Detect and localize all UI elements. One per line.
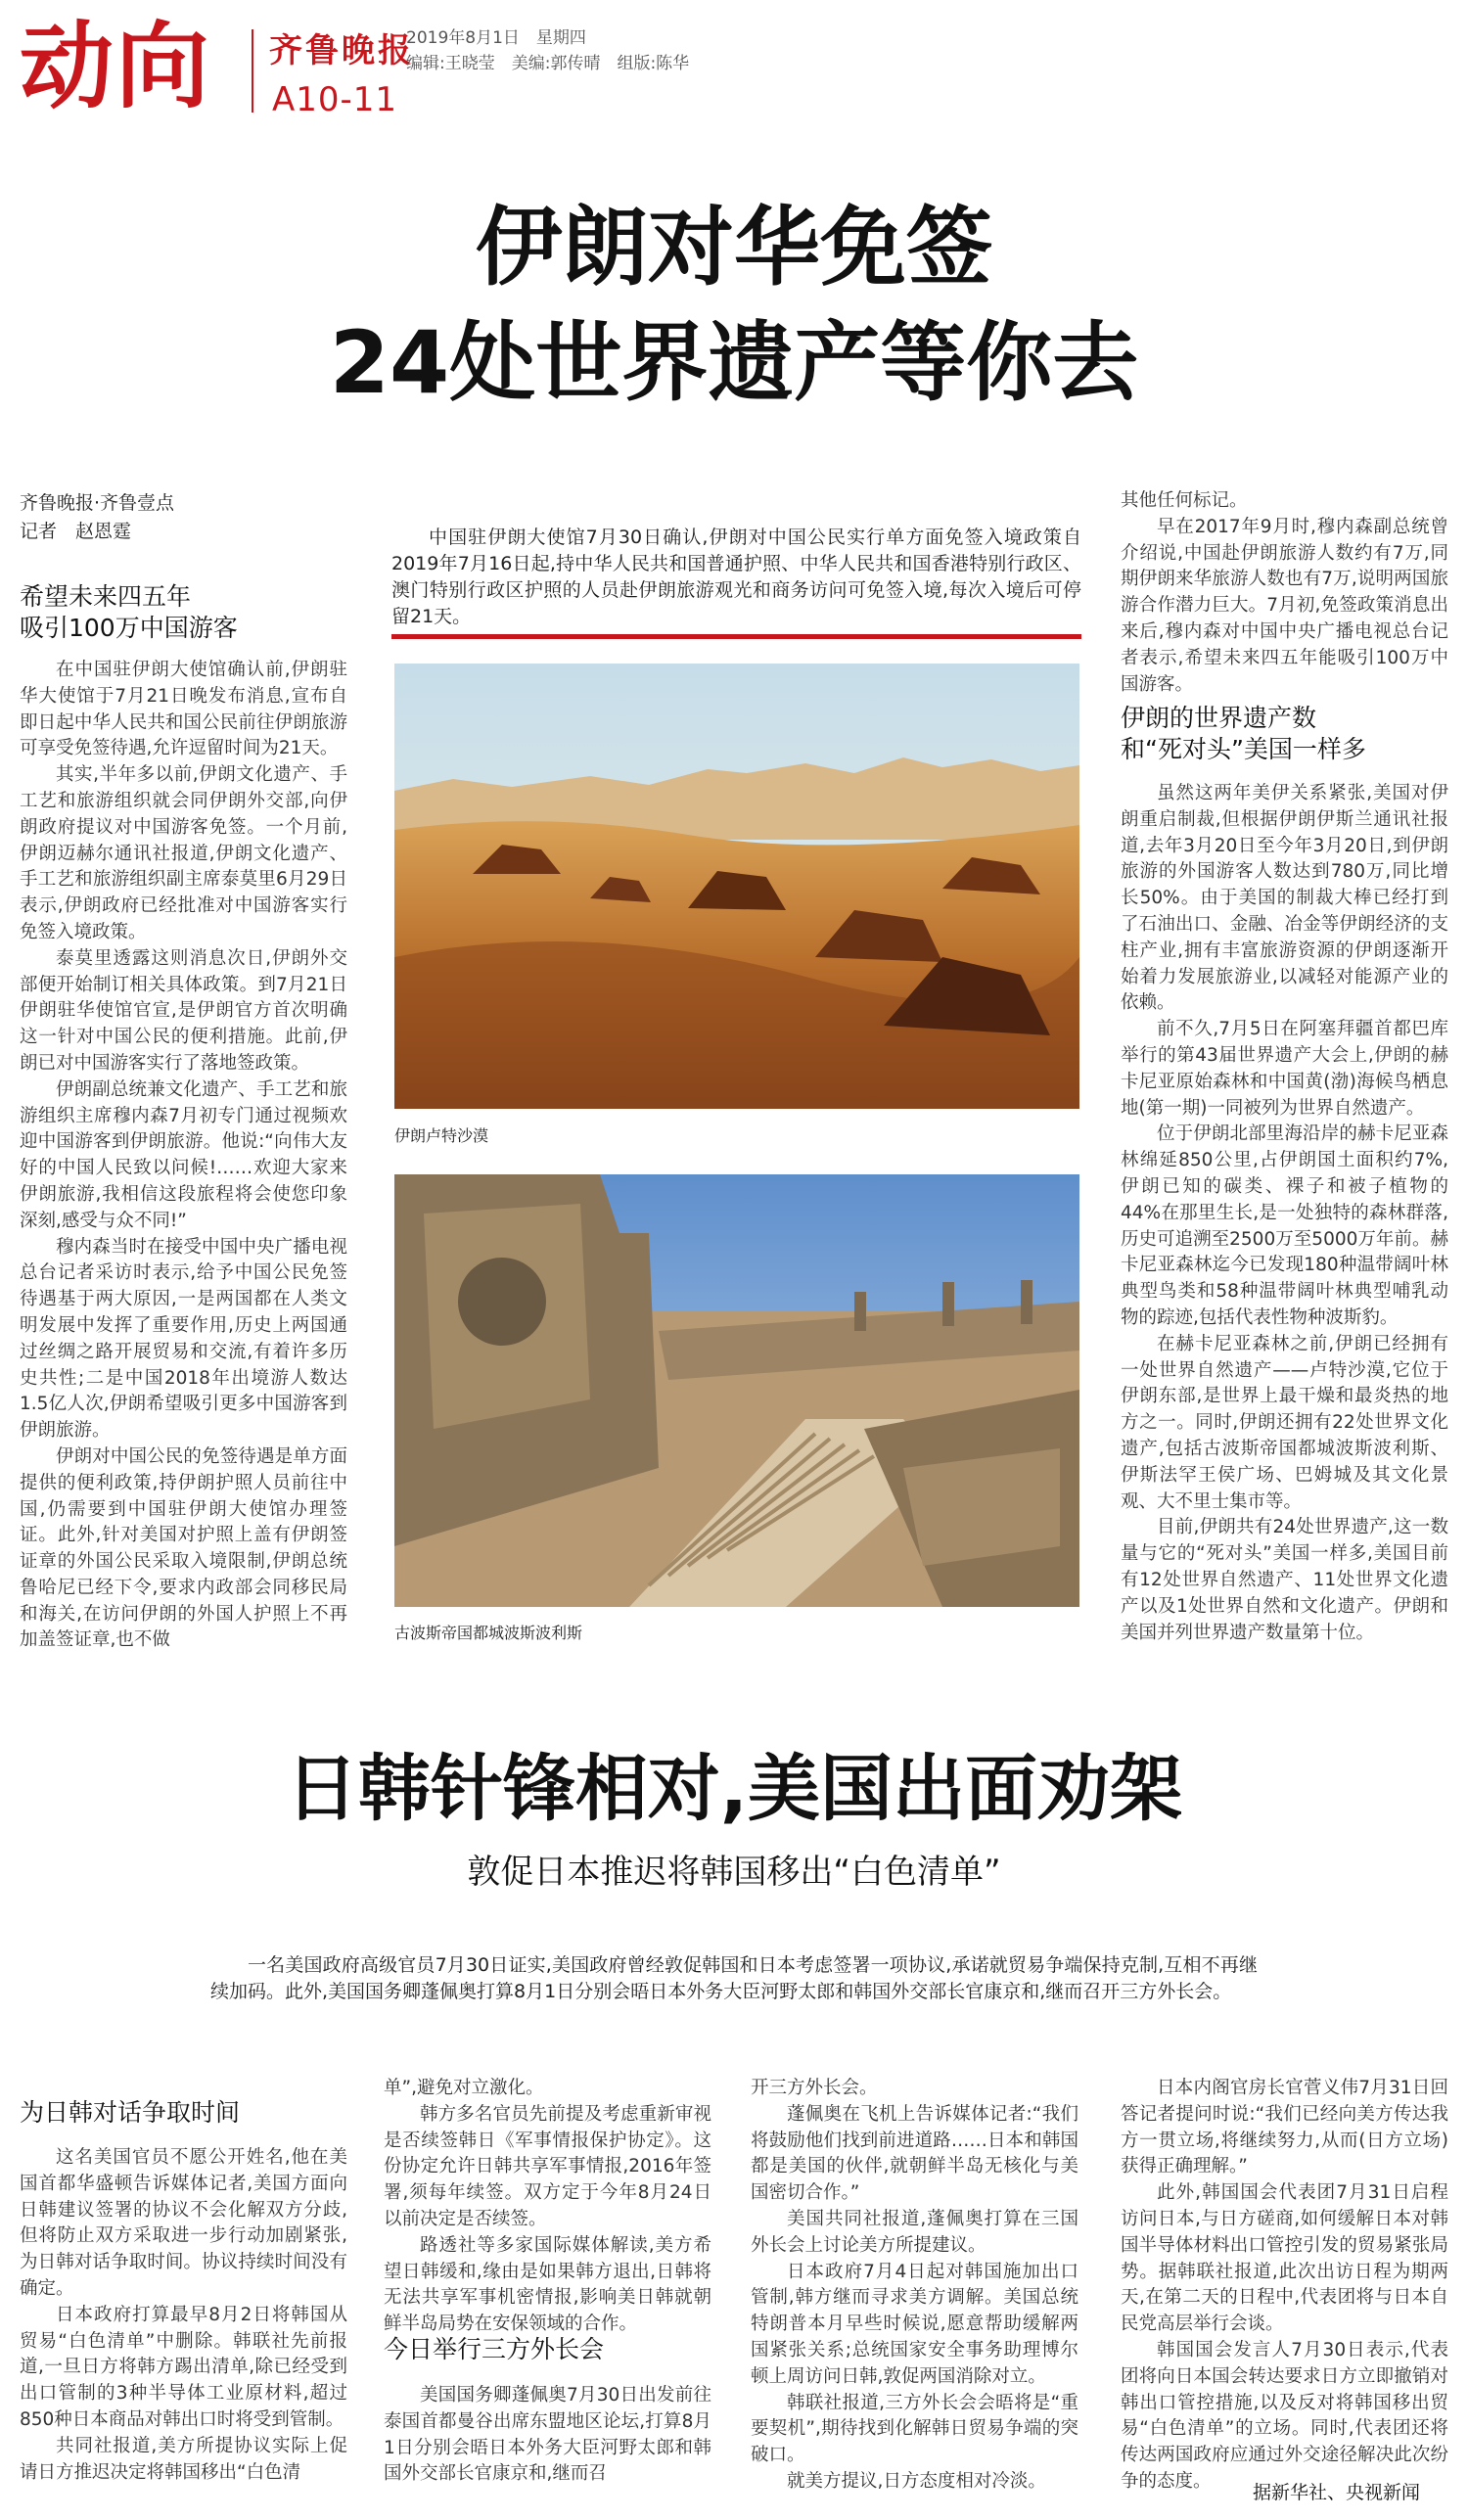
article1-column3-bottom — [1121, 781, 1448, 1662]
article1-column3-top — [1121, 488, 1448, 698]
paragraph: 泰莫里透露这则消息次日,伊朗外交部便开始制订相关具体政策。到7月21日伊朗驻华使馆官宣,是伊朗官方首次明确这一针对中国公民的便利措施。此前,伊朗已对中国游客实行了落地签政策。 — [20, 947, 347, 1074]
paragraph: 路透社等多家国际媒体解读,美方希望日韩缓和,缘由是如果韩方退出,日韩将无法共享军事机密情报,影响美日韩就朝鲜半岛局势在安保领域的合作。 — [384, 2234, 711, 2335]
paragraph: 穆内森当时在接受中国中央广播电视总台记者采访时表示,给予中国公民免签待遇基于两大原因,一是两国都在人类文明发展中发挥了重要作用,历史上两国通过丝绸之路开展贸易和交流,有着许多历史共性;二是中国2018年出境游人数达1.5亿人次,伊朗希望吸引更多中国游客到伊朗旅游。 — [20, 1236, 347, 1442]
paragraph: 单”,避免对立激化。 — [384, 2078, 544, 2098]
paragraph: 其他任何标记。 — [1121, 490, 1248, 511]
photo2-caption: 古波斯帝国都城波斯波利斯 — [394, 1624, 583, 1642]
headline-japan-korea: 日韩针锋相对,美国出面劝架 — [285, 1747, 1183, 1831]
article2-column2-bottom — [384, 2383, 711, 2510]
subhead-trilateral: 今日举行三方外长会 — [384, 2335, 605, 2363]
article2-column3 — [751, 2076, 1078, 2506]
page-number: A10-11 — [272, 80, 398, 119]
date-line: 2019年8月1日 星期四 — [406, 28, 586, 48]
photo-persepolis — [394, 1174, 1079, 1607]
article2-column1 — [20, 2145, 347, 2507]
subhead-dialogue: 为日韩对话争取时间 — [20, 2098, 241, 2127]
paragraph: 开三方外长会。 — [751, 2078, 878, 2098]
paragraph: 韩方多名官员先前提及考虑重新审视是否续签韩日《军事情报保护协定》。这份协定允许日韩共享军事情报,2016年签署,须每年续签。双方定于今年8月24日以前决定是否续签。 — [384, 2103, 711, 2229]
persepolis-illustration — [394, 1174, 1079, 1607]
paragraph: 共同社报道,美方所提协议实际上促请日方推迟决定将韩国移出“白色清 — [20, 2435, 347, 2483]
newspaper-logo: 齐鲁晚报 — [269, 31, 414, 70]
paragraph: 这名美国官员不愿公开姓名,他在美国首都华盛顿告诉媒体记者,美国方面向日韩建议签署的协议不会化解双方分歧,但将防止双方采取进一步行动加剧紧张,为日韩对话争取时间。协议持续时间没有确定。 — [20, 2147, 347, 2299]
paragraph: 蓬佩奥在飞机上告诉媒体记者:“我们将鼓励他们找到前进道路……日本和韩国都是美国的伙伴,就朝鲜半岛无核化与美国密切合作。” — [751, 2103, 1078, 2204]
paragraph: 韩联社报道,三方外长会会晤将是“重要契机”,期待找到化解韩日贸易争端的突破口。 — [751, 2392, 1078, 2466]
article1-lead: 中国驻伊朗大使馆7月30日确认,伊朗对中国公民实行单方面免签入境政策自2019年7月16日起,持中华人民共和国普通护照、中华人民共和国香港特别行政区、澳门特别行政区护照的人员赴伊朗旅游观光和商务访问可免签入境,每次入境后可停留21天。 — [391, 527, 1081, 627]
subhead-heritage: 伊朗的世界遗产数 — [1121, 704, 1317, 732]
byline-reporter: 记者 赵恩霆 — [20, 521, 132, 542]
paragraph: 美国国务卿蓬佩奥7月30日出发前往泰国首都曼谷出席东盟地区论坛,打算8月1日分别会晤日本外务大臣河野太郎和韩国外交部长官康京和,继而召 — [384, 2385, 711, 2485]
article1-column1 — [20, 658, 347, 1666]
paragraph: 此外,韩国国会代表团7月31日启程访问日本,与日方磋商,如何缓解日本对韩国半导体材料出口管控引发的贸易紧张局势。据韩联社报道,此次出访日程为期两天,在第二天的日程中,代表团将与日本自民党高层举行会谈。 — [1121, 2182, 1448, 2335]
staff-line: 编辑:王晓莹 美编:郭传晴 组版:陈华 — [406, 54, 690, 73]
headline-line2: 24处世界遗产等你去 — [329, 312, 1139, 413]
paragraph: 早在2017年9月时,穆内森副总统曾介绍说,中国赴伊朗旅游人数约有7万,同期伊朗来华旅游人数也有7万,说明两国旅游合作潜力巨大。7月初,免签政策消息出来后,穆内森对中国中央广播电视总台记者表示,希望未来四五年能吸引100万中国游客。 — [1121, 516, 1448, 695]
photo1-caption: 伊朗卢特沙漠 — [394, 1126, 489, 1145]
article2-lead: 一名美国政府高级官员7月30日证实,美国政府曾经敦促韩国和日本考虑签署一项协议,承诺就贸易争端保持克制,互相不再继续加码。此外,美国国务卿蓬佩奥打算8月1日分别会晤日本外务大臣河野太郎和韩国外交部长官康京和,继而召开三方外长会。 — [210, 1954, 1258, 2002]
paragraph: 日本政府打算最早8月2日将韩国从贸易“白色清单”中删除。韩联社先前报道,一旦日方将韩方踢出清单,除已经受到出口管制的3种半导体工业原材料,超过850种日本商品对韩出口时将受到管制。 — [20, 2304, 347, 2430]
paragraph: 前不久,7月5日在阿塞拜疆首都巴库举行的第43届世界遗产大会上,伊朗的赫卡尼亚原始森林和中国黄(渤)海候鸟栖息地(第一期)一同被列为世界自然遗产。 — [1121, 1019, 1448, 1119]
article2-column4 — [1121, 2076, 1448, 2492]
paragraph: 在中国驻伊朗大使馆确认前,伊朗驻华大使馆于7月21日晚发布消息,宣布自即日起中华人民共和国公民前往伊朗旅游可享受免签待遇,允许逗留时间为21天。 — [20, 660, 347, 759]
paragraph: 在赫卡尼亚森林之前,伊朗已经拥有一处世界自然遗产——卢特沙漠,它位于伊朗东部,是世界上最干燥和最炎热的地方之一。同时,伊朗还拥有22处世界文化遗产,包括古波斯帝国都城波斯波利斯、伊斯法罕王侯广场、巴姆城及其文化景观、大不里士集市等。 — [1121, 1333, 1448, 1512]
paragraph: 伊朗副总统兼文化遗产、手工艺和旅游组织主席穆内森7月初专门通过视频欢迎中国游客到伊朗旅游。他说:“向伟大友好的中国人民致以问候!……欢迎大家来伊朗旅游,我相信这段旅程将会使您印象深刻,感受与众不同!” — [20, 1078, 347, 1231]
subhead-hope: 希望未来四五年 — [20, 582, 192, 611]
paragraph: 其实,半年多以前,伊朗文化遗产、手工艺和旅游组织就会同伊朗外交部,向伊朗政府提议对中国游客免签。一个月前,伊朗迈赫尔通讯社报道,伊朗文化遗产、手工艺和旅游组织副主席泰莫里6月29日表示,伊朗政府已经批准对中国游客实行免签入境政策。 — [20, 764, 347, 942]
paragraph: 美国共同社报道,蓬佩奥打算在三国外长会上讨论美方所提建议。 — [751, 2208, 1078, 2256]
paragraph: 位于伊朗北部里海沿岸的赫卡尼亚森林绵延850公里,占伊朗国土面积约7%,伊朗已知的碳类、裸子和被子植物的44%在那里生长,是一处独特的森林群落,历史可追溯至2500万至5000万年前。赫卡尼亚森林迄今已发现180种温带阔叶林典型鸟类和58种温带阔叶林典型哺乳动物的踪迹,包括代表性物种波斯豹。 — [1121, 1123, 1448, 1328]
red-rule — [391, 634, 1081, 639]
subhead-hope-2: 吸引100万中国游客 — [20, 614, 238, 642]
paragraph: 目前,伊朗共有24处世界遗产,这一数量与它的“死对头”美国一样多,美国目前有12处世界自然遗产、11处世界文化遗产以及1处世界自然和文化遗产。伊朗和美国并列世界遗产数量第十位。 — [1121, 1517, 1448, 1643]
subhead-heritage-2: 和“死对头”美国一样多 — [1121, 735, 1366, 763]
paragraph: 日本内阁官房长官菅义伟7月31日回答记者提问时说:“我们已经向美方传达我方一贯立场,将继续努力,从而(日方立场)获得正确理解。” — [1121, 2078, 1448, 2177]
paragraph: 伊朗对中国公民的免签待遇是单方面提供的便利政策,持伊朗护照人员前往中国,仍需要到中国驻伊朗大使馆办理签证。此外,针对美国对护照上盖有伊朗签证章的外国公民采取入境限制,伊朗总统鲁哈尼已经下令,要求内政部会同移民局和海关,在访问伊朗的外国人护照上不再加盖签证章,也不做 — [20, 1445, 347, 1651]
news-credit: 据新华社、央视新闻 — [1253, 2482, 1421, 2503]
desert-illustration — [394, 664, 1079, 1109]
paragraph: 就美方提议,日方态度相对冷淡。 — [787, 2470, 1046, 2492]
byline-source: 齐鲁晚报·齐鲁壹点 — [20, 492, 175, 514]
paragraph: 韩国国会发言人7月30日表示,代表团将向日本国会转达要求日方立即撤销对韩出口管控措施,以及反对将韩国移出贸易“白色清单”的立场。同时,代表团还将传达两国政府应通过外交途径解决此次纷争的态度。 — [1121, 2339, 1448, 2492]
paragraph: 虽然这两年美伊关系紧张,美国对伊朗重启制裁,但根据伊朗伊斯兰通讯社报道,去年3月20日至今年3月20日,到伊朗旅游的外国游客人数达到780万,同比增长50%。由于美国的制裁大棒已经打到了石油出口、金融、冶金等伊朗经济的支柱产业,拥有丰富旅游资源的伊朗逐渐开始着力发展旅游业,以减轻对能源产业的依赖。 — [1121, 783, 1448, 1014]
photo-lut-desert — [394, 664, 1079, 1109]
masthead-divider — [252, 29, 253, 113]
article2-column2-top — [384, 2076, 711, 2338]
subheadline-white-list: 敦促日本推迟将韩国移出“白色清单” — [467, 1853, 1001, 1892]
paragraph: 日本政府7月4日起对韩国施加出口管制,韩方继而寻求美方调解。美国总统特朗普本月早些时候说,愿意帮助缓解两国紧张关系;总统国家安全事务助理博尔顿上周访问日韩,敦促两国消除对立。 — [751, 2261, 1078, 2387]
section-title: 动向 — [20, 12, 211, 121]
headline-line1: 伊朗对华免签 — [475, 197, 992, 298]
